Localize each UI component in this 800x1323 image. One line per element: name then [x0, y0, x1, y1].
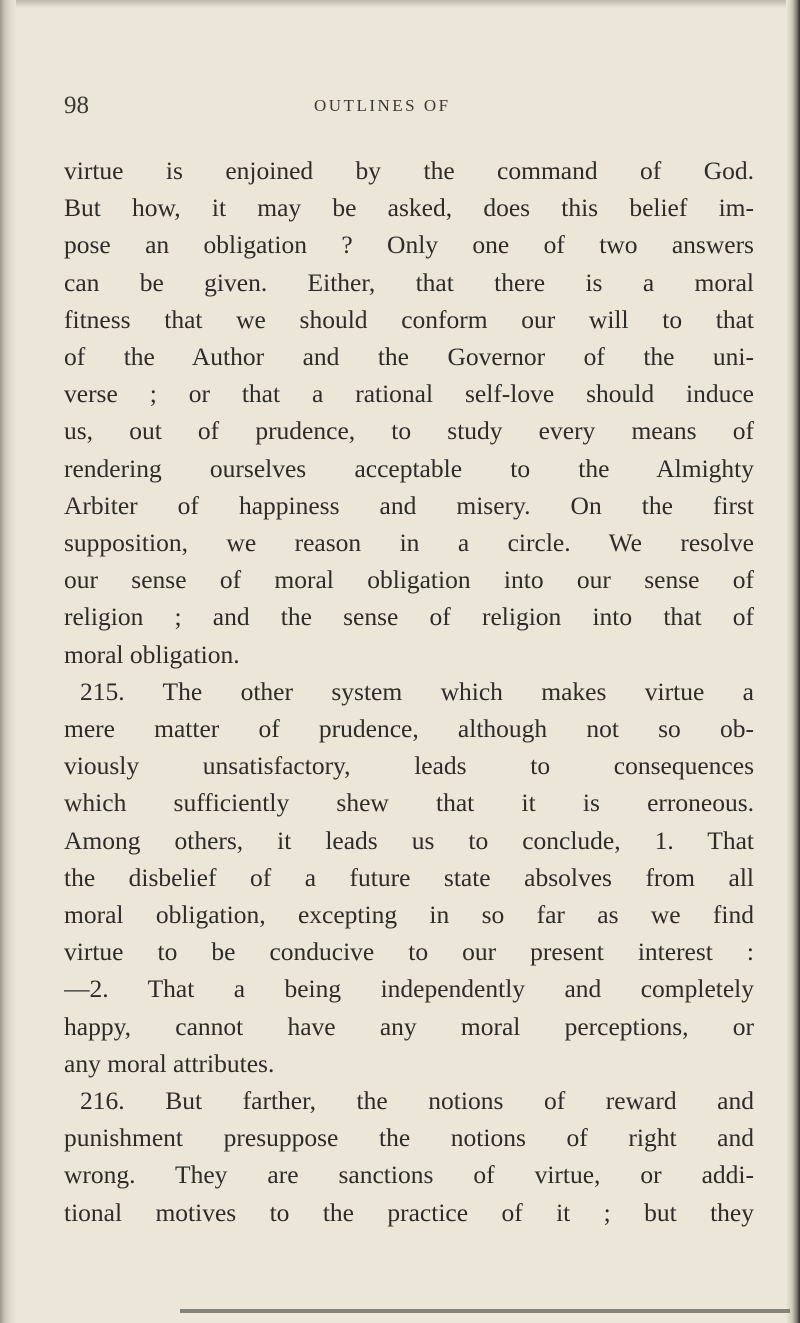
text-line: Among others, it leads us to conclude, 1. That	[64, 825, 754, 855]
text-line: can be given. Either, that there is a moral	[64, 267, 754, 297]
text-line: mere matter of prudence, although not so ob-	[64, 714, 754, 744]
text-line: punishment presuppose the notions of right and	[64, 1123, 754, 1153]
page-number: 98	[64, 92, 89, 119]
top-shadow	[0, 0, 800, 8]
text-line: But how, it may be asked, does this belief im-	[64, 193, 754, 223]
text-line: moral obligation.	[64, 639, 240, 669]
running-head	[64, 92, 754, 132]
text-line: us, out of prudence, to study every means of	[64, 416, 754, 446]
text-line: pose an obligation ? Only one of two answers	[64, 230, 754, 260]
text-line: the disbelief of a future state absolves from all	[64, 862, 754, 892]
binding-edge	[0, 0, 16, 1323]
text-line: religion ; and the sense of religion into that of	[64, 602, 754, 632]
text-line: fitness that we should conform our will to that	[64, 304, 754, 334]
text-line: wrong. They are sanctions of virtue, or addi-	[64, 1160, 754, 1190]
text-line: happy, cannot have any moral perceptions, or	[64, 1011, 754, 1041]
body-text	[64, 152, 754, 1231]
text-line: —2. That a being independently and completely	[64, 974, 754, 1004]
text-line: any moral attributes.	[64, 1048, 275, 1078]
bottom-edge-rule	[180, 1309, 790, 1313]
text-line: of the Author and the Governor of the uni-	[64, 342, 754, 372]
text-line: 216. But farther, the notions of reward and	[80, 1086, 754, 1116]
text-line: viously unsatisfactory, leads to consequences	[64, 751, 754, 781]
running-title: OUTLINES OF	[314, 96, 451, 115]
text-line: moral obligation, excepting in so far as we find	[64, 900, 754, 930]
text-line: our sense of moral obligation into our sense of	[64, 565, 754, 595]
right-page-edge	[786, 0, 800, 1323]
text-line: 215. The other system which makes virtue a	[80, 676, 754, 706]
text-line: verse ; or that a rational self-love should induce	[64, 379, 754, 409]
text-line: virtue to be conducive to our present interest :	[64, 937, 754, 967]
text-line: tional motives to the practice of it ; but they	[64, 1197, 754, 1227]
text-line: virtue is enjoined by the command of God.	[64, 156, 754, 185]
text-line: Arbiter of happiness and misery. On the first	[64, 490, 754, 520]
text-line: which sufficiently shew that it is erroneous.	[64, 788, 754, 818]
text-line: supposition, we reason in a circle. We resolve	[64, 528, 754, 558]
text-line: rendering ourselves acceptable to the Almighty	[64, 453, 754, 483]
